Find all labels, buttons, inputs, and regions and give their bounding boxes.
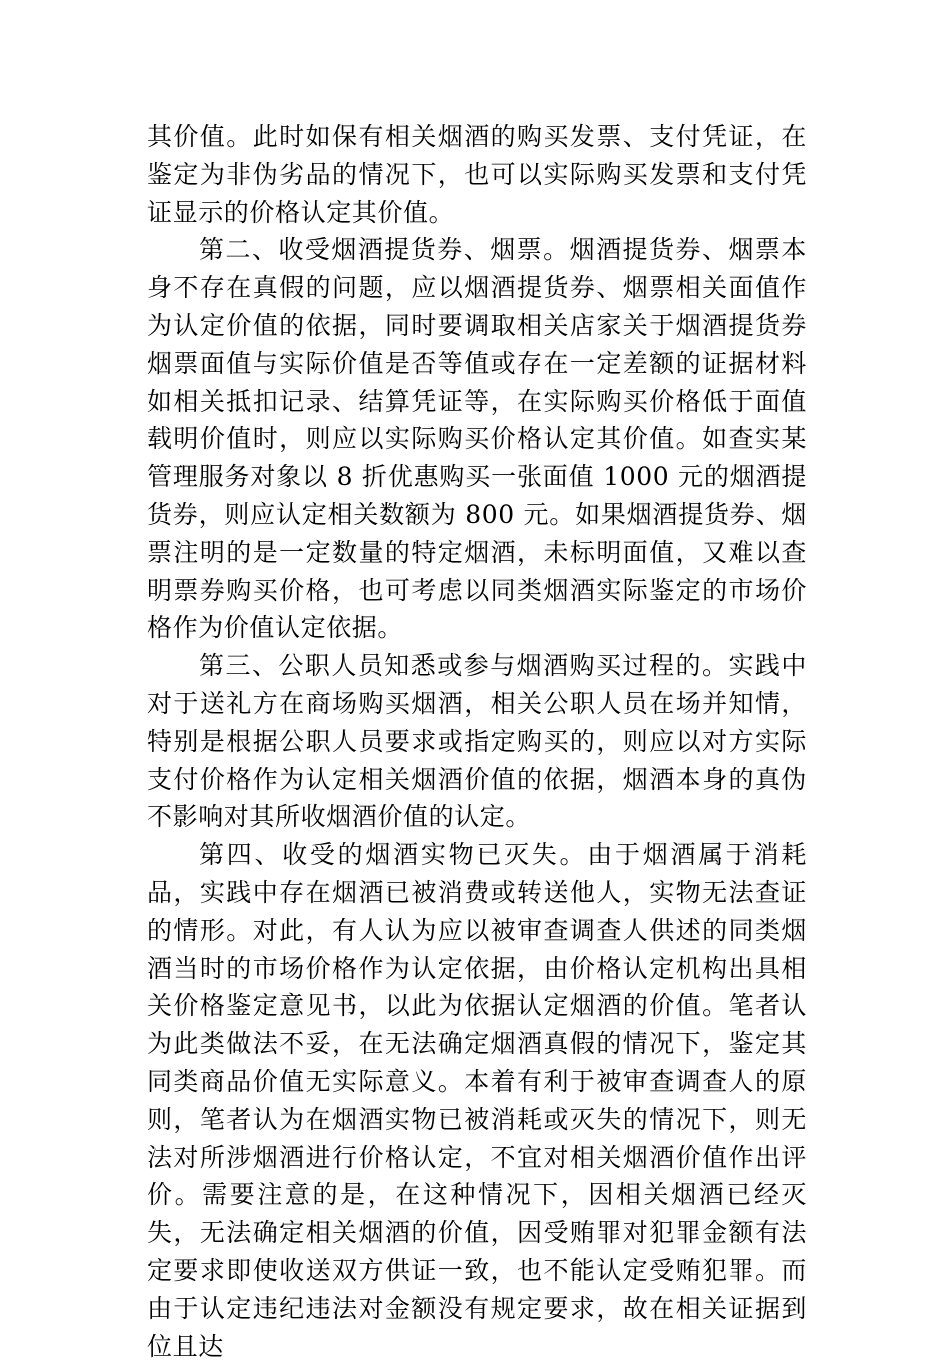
paragraph-fourth-point: 第四、收受的烟酒实物已灭失。由于烟酒属于消耗品，实践中存在烟酒已被消费或转送他人，实物无法查证的情形。对此，有人认为应以被审查调查人供述的同类烟酒当时的市场价格作为认定依据，由价格认定机构出具相关价格鉴定意见书，以此为依据认定烟酒的价值。笔者认为此类做法不妥，在无法确定烟酒真假的情况下，鉴定其同类商品价值无实际意义。本着有利于被审查调查人的原则，笔者认为在烟酒实物已被消耗或灭失的情况下，则无法对所涉烟酒进行价格认定，不宜对相关烟酒价值作出评价。需要注意的是，在这种情况下，因相关烟酒已经灭失，无法确定相关烟酒的价值，因受贿罪对犯罪金额有法定要求即使收送双方供证一致，也不能认定受贿犯罪。而由于认定违纪违法对金额没有规定要求，故在相关证据到位且达 bbox=[147, 840, 807, 1361]
paragraph-continuation: 其价值。此时如保有相关烟酒的购买发票、支付凭证，在鉴定为非伪劣品的情况下，也可以实际购买发票和支付凭证显示的价格认定其价值。 bbox=[147, 122, 807, 227]
paragraph-third-point: 第三、公职人员知悉或参与烟酒购买过程的。实践中对于送礼方在商场购买烟酒，相关公职人员在场并知情，特别是根据公职人员要求或指定购买的，则应以对方实际支付价格作为认定相关烟酒价值的依据，烟酒本身的真伪不影响对其所收烟酒价值的认定。 bbox=[147, 651, 807, 832]
document-body bbox=[147, 118, 807, 1365]
paragraph-second-point: 第二、收受烟酒提货券、烟票。烟酒提货券、烟票本身不存在真假的问题，应以烟酒提货券、烟票相关面值作为认定价值的依据，同时要调取相关店家关于烟酒提货券烟票面值与实际价值是否等值或存在一定差额的证据材料如相关抵扣记录、结算凭证等，在实际购买价格低于面值载明价值时，则应以实际购买价格认定其价值。如查实某管理服务对象以 8 折优惠购买一张面值 1000 元的烟酒提货券，则应认定相关数额为 800 元。如果烟酒提货券、烟票注明的是一定数量的特定烟酒，未标明面值，又难以查明票券购买价格，也可考虑以同类烟酒实际鉴定的市场价格作为价值认定依据。 bbox=[147, 235, 807, 643]
